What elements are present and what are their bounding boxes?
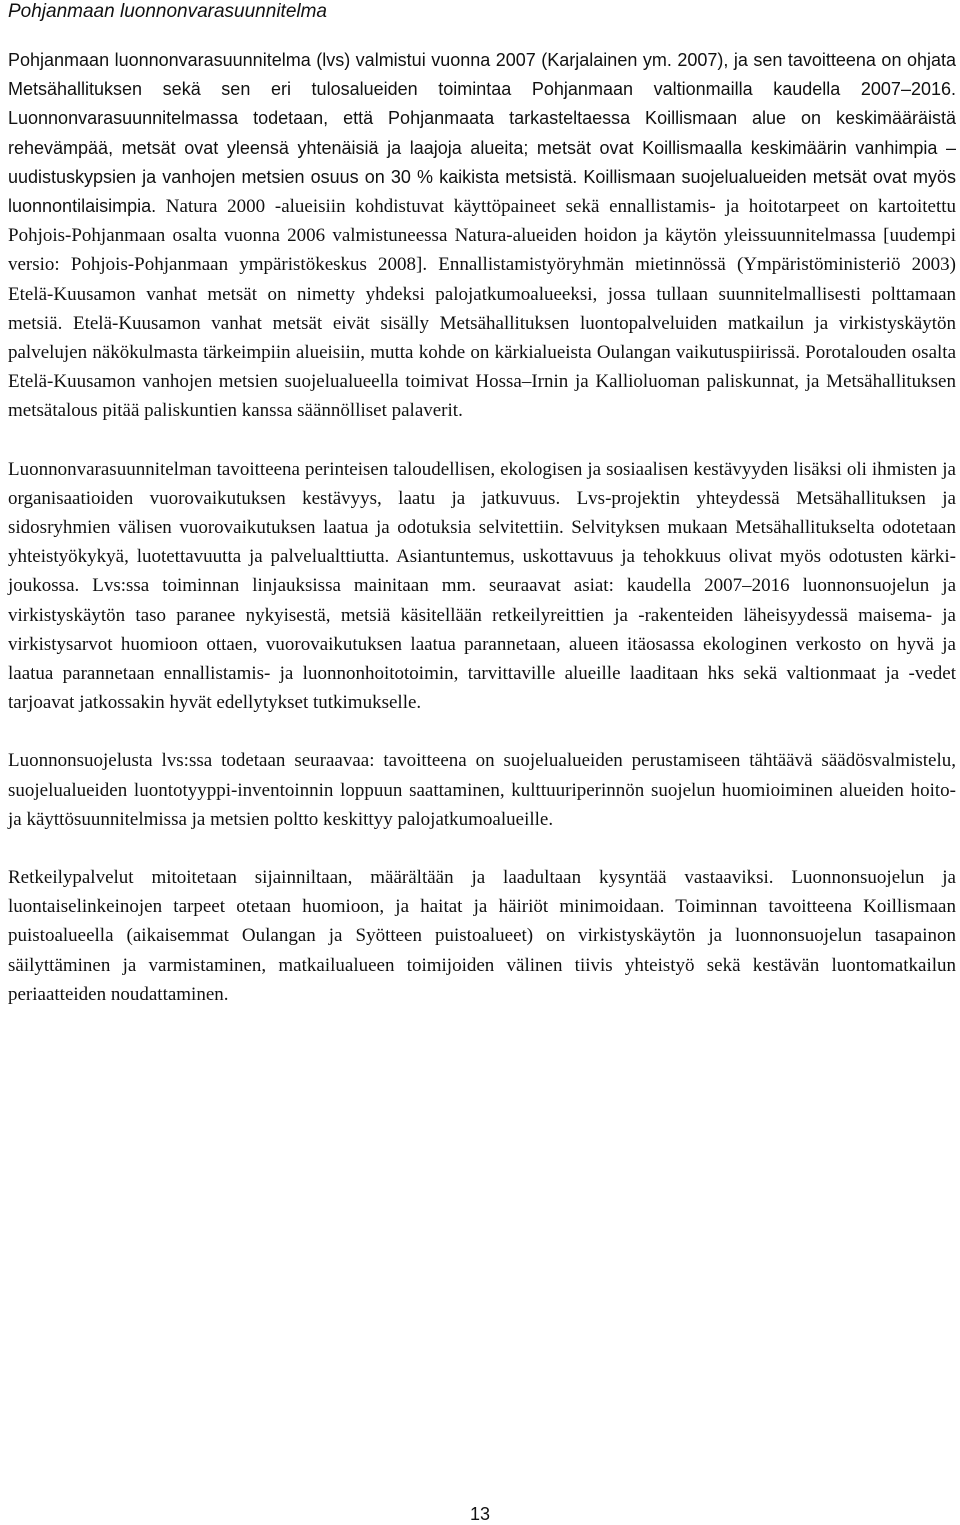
page-number: 13 [469, 1504, 491, 1524]
paragraph-1-serif-text: Natura 2000 -alueisiin kohdistuvat käyttöpaineet sekä ennallistamis- ja hoitotarpeet on kartoitettu Pohjois-Pohjanmaan osalta vuonna 2006 valmistuneessa Natura-alueiden hoidon ja käytön yleissuunnitelmassa [uudempi versio: Pohjois-Pohjanmaan ympäristökeskus 2008]. Ennallistamistyöryhmän mietinnössä (Ympäristöministeriö 2003) Etelä-Kuusamon vanhat metsät on nimetty yhdeksi palojatkumoalueeksi, jossa tullaan suunnitelmallisesti polttamaan metsiä. Etelä-Kuusamon vanhat metsät eivät sisälly Metsähallituksen luontopalveluiden matkailun ja virkistyskäytön palvelujen näkökulmasta tärkeimpiin alueisiin, mutta kohde on kärkialueista Oulangan vaikutuspiirissä. Porotalouden osalta Etelä-Kuusamon vanhojen metsien suojelualueella toimivat Hossa–Irnin ja Kallioluoman paliskunnat, ja Metsähallituksen metsätalous pitää paliskuntien kanssa säännölliset palaverit. [8, 196, 956, 422]
paragraph-1-sans-text: Pohjanmaan luonnonvarasuunnitelma (lvs) valmistui vuonna 2007 (Karjalainen ym. 2007), ja sen tavoitteena on ohjata Metsähallituksen sekä sen eri tulosalueiden toimintaa Pohjanmaan valtionmailla kaudella 2007–2016. Luonnonvarasuunnitelmassa todetaan, että Pohjanmaata tarkasteltaessa Koillismaan alue on keskimääräistä rehevämpää, metsät ovat yleensä yhtenäisiä ja laajoja alueita; metsät ovat Koillismaalla keskimäärin vanhimpia – uudistuskypsien ja vanhojen metsien osuus on 30 % kaikista metsistä. Koillismaan suojelualueiden metsät ovat myös luonnontilaisimpia. [8, 50, 956, 217]
paragraph-1 [8, 46, 956, 426]
paragraph-4: Retkeilypalvelut mitoitetaan sijainniltaan, määrältään ja laadultaan kysyntää vastaaviksi. Luonnonsuojelun ja luontaiselinkeinojen tarpeet otetaan huomioon, ja haitat ja häiriöt minimoidaan. Toiminnan tavoitteena Koillismaan puistoalueella (aikaisemmat Oulangan ja Syötteen puistoalueet) on virkistyskäytön ja luonnonsuojelun tasapainon säilyttäminen ja varmistaminen, matkailualueen toimijoiden välinen tiivis yhteistyö sekä kestävän luontomatkailun periaatteiden noudattaminen. [8, 867, 956, 1005]
page-header-title: Pohjanmaan luonnonvarasuunnitelma [8, 1, 328, 22]
paragraph-3: Luonnonsuojelusta lvs:ssa todetaan seuraavaa: tavoitteena on suojelualueiden perustamiseen tähtäävä säädösvalmistelu, suojelualueiden luontotyyppi-inventoinnin loppuun saattaminen, kulttuuriperinnön suojelun huomioiminen alueiden hoito- ja käyttösuunnitelmissa ja metsien poltto keskittyy palojatkumoalueille. [8, 750, 956, 830]
document-body [8, 46, 956, 1038]
paragraph-2: Luonnonvarasuunnitelman tavoitteena perinteisen taloudellisen, ekologisen ja sosiaalisen kestävyyden lisäksi oli ihmisten ja organisaatioiden vuorovaikutuksen kestävyys, laatu ja jatkuvuus. Lvs-projektin yhteydessä Metsähallituksen ja sidosryhmien välisen vuorovaikutuksen laatua ja odotuksia selvitettiin. Selvityksen mukaan Metsähallitukselta odotetaan yhteistyökykyä, luotettavuutta ja palvelualttiutta. Asiantuntemus, uskottavuus ja tehokkuus olivat myös odotusten kärkijoukossa. Lvs:ssa toiminnan linjauksissa mainitaan mm. seuraavat asiat: kaudella 2007–2016 luonnonsuojelun ja virkistyskäytön taso paranee nykyisestä, metsiä käsitellään retkeilyreittien ja -rakenteiden läheisyydessä maisema- ja virkistysarvot huomioon ottaen, vuorovaikutuksen laatua parannetaan, alueen itäosassa ekologinen verkosto on hyvä ja laatua parannetaan ennallistamis- ja luonnonhoitotoimin, tarvittaville alueille laaditaan hks sekä valtionmaat ja -vedet tarjoavat jatkossakin hyvät edellytykset tutkimukselle. [8, 458, 956, 714]
